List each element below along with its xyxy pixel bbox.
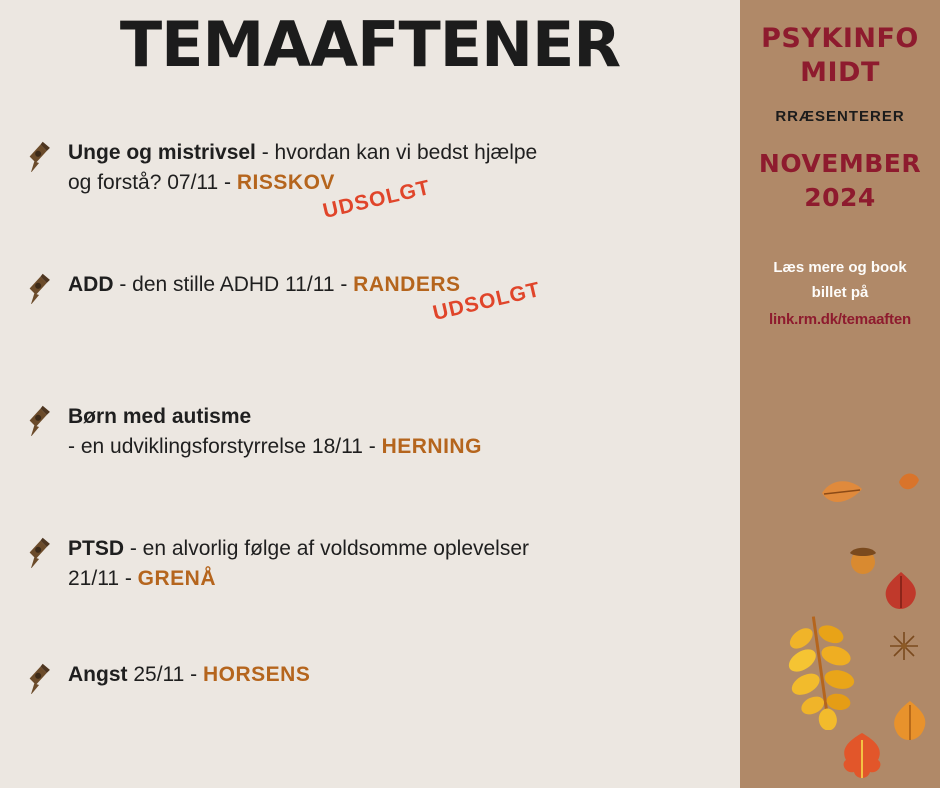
- list-item: [0, 534, 740, 594]
- leaf-icon: [880, 570, 922, 619]
- event-line-2: [68, 432, 740, 462]
- brand-line-2: MIDT: [800, 57, 880, 88]
- event-title: Unge og mistrivsel: [68, 141, 256, 164]
- booking-line-1: Læs mere og book: [773, 259, 907, 276]
- leaf-icon: [888, 698, 932, 751]
- event-line-1: [68, 270, 740, 300]
- event-location: RISSKOV: [236, 171, 335, 194]
- event-location: RANDERS: [353, 273, 461, 296]
- event-desc: - den stille ADHD 11/11 -: [113, 273, 354, 296]
- leaf-icon: [778, 612, 864, 735]
- event-date: 21/11 -: [68, 567, 138, 590]
- pushpin-icon: [24, 662, 58, 694]
- pushpin-icon: [24, 272, 58, 304]
- list-item: [0, 270, 740, 330]
- event-line-1: [68, 402, 740, 432]
- status-badge: UDSOLGT: [430, 277, 543, 326]
- status-badge: UDSOLGT: [320, 175, 433, 224]
- event-location: HORSENS: [203, 663, 311, 686]
- events-list: [0, 138, 740, 776]
- list-item: [0, 402, 740, 462]
- event-line-1: [68, 534, 740, 564]
- month-label: NOVEMBER: [758, 149, 922, 178]
- acorn-icon: [846, 540, 880, 581]
- pushpin-icon: [24, 404, 58, 436]
- leaf-icon: [818, 475, 866, 522]
- event-line-1: [68, 660, 740, 690]
- event-location: GRENÅ: [137, 567, 216, 590]
- event-title: ADD: [68, 273, 114, 296]
- event-desc: - hvordan kan vi bedst hjælpe: [255, 141, 538, 164]
- event-title: PTSD: [68, 537, 125, 560]
- presents-label: RRÆSENTERER: [775, 108, 905, 125]
- page-title: TEMAAFTENER: [119, 8, 621, 81]
- event-desc: - en alvorlig følge af voldsomme oplevelser: [124, 537, 530, 560]
- date-block: [740, 147, 940, 215]
- brand-name: [740, 22, 940, 90]
- brand-line-1: PSYKINFO: [761, 23, 919, 54]
- list-item: [0, 660, 740, 720]
- leaf-icon: [836, 730, 888, 788]
- list-item: [0, 138, 740, 224]
- event-date: og forstå? 07/11 -: [68, 171, 237, 194]
- event-title: Børn med autisme: [68, 405, 252, 428]
- booking-line-2: billet på: [811, 284, 869, 301]
- event-title: Angst: [68, 663, 128, 686]
- booking-link[interactable]: link.rm.dk/temaaften: [769, 311, 911, 328]
- event-location: HERNING: [381, 435, 482, 458]
- event-line-1: [68, 138, 740, 168]
- pushpin-icon: [24, 536, 58, 568]
- event-date: 25/11 -: [127, 663, 203, 686]
- leaf-icon: [896, 468, 922, 501]
- seedpod-icon: [888, 630, 920, 667]
- pushpin-icon: [24, 140, 58, 172]
- event-desc: - en udviklingsforstyrrelse 18/11 -: [68, 435, 382, 458]
- event-line-2: [68, 564, 740, 594]
- poster-sidebar: [740, 0, 940, 788]
- year-label: 2024: [804, 183, 876, 212]
- booking-info: [740, 255, 940, 332]
